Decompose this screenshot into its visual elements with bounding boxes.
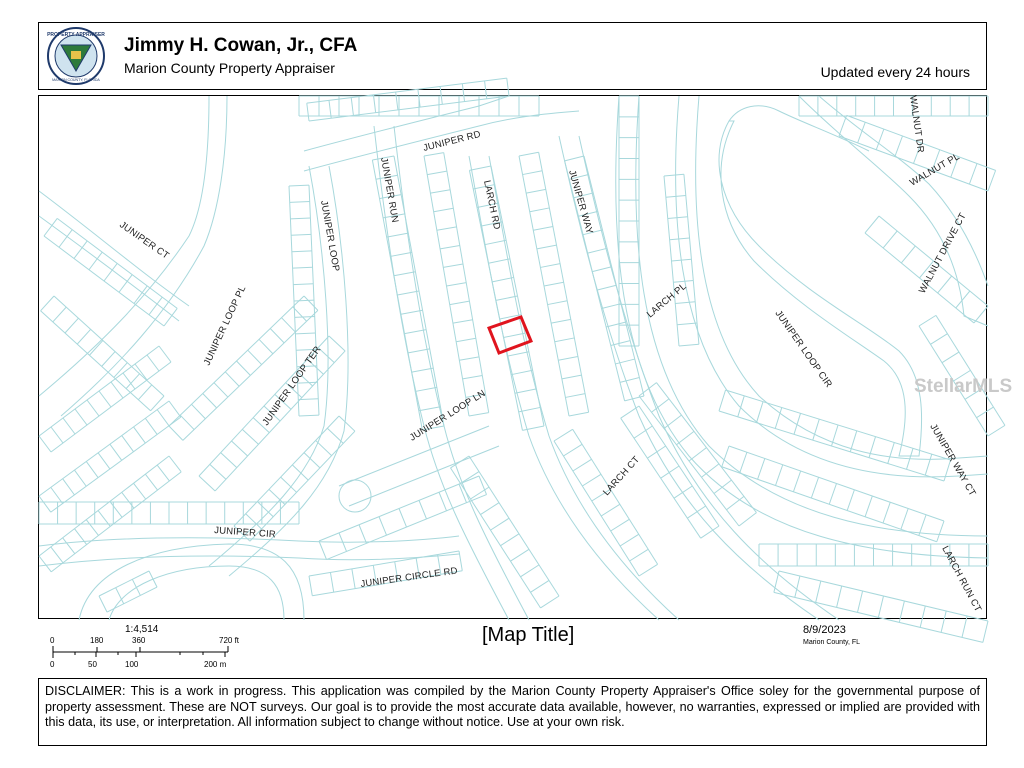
map-county: Marion County, FL	[803, 639, 861, 646]
parcel-line	[291, 234, 311, 235]
parcel-line	[463, 375, 483, 378]
parcel-line	[79, 544, 304, 620]
svg-text:PROPERTY APPRAISER: PROPERTY APPRAISER	[47, 32, 105, 38]
parcel-line	[86, 461, 98, 477]
parcel-line	[419, 407, 441, 411]
parcel-line	[511, 370, 533, 374]
parcel-line	[270, 329, 284, 343]
parcel-line	[394, 272, 416, 276]
parcel-line	[110, 501, 122, 517]
parcel-line	[99, 571, 149, 596]
parcel-line	[526, 189, 546, 193]
parcel-line	[65, 318, 78, 333]
parcel-line	[519, 152, 539, 156]
scale-ft-tick-0: 0	[50, 636, 55, 645]
parcel-line	[349, 446, 499, 506]
parcel-line	[214, 383, 228, 397]
parcel-line	[408, 349, 430, 353]
parcel-line	[620, 378, 639, 383]
parcel-line	[99, 596, 107, 612]
parcel-line	[134, 483, 146, 499]
parcel-line	[758, 459, 765, 480]
parcel-line	[329, 336, 345, 351]
parcel-line	[453, 320, 473, 323]
street-label: WALNUT DRIVE CT	[916, 211, 969, 296]
parcel-line	[673, 280, 693, 282]
street-label: LARCH PL	[644, 280, 689, 321]
property-appraiser-seal-icon	[47, 27, 105, 85]
parcel-line	[149, 571, 157, 587]
parcel-line	[522, 426, 544, 430]
parcel-line	[714, 480, 731, 493]
update-frequency: Updated every 24 hours	[820, 64, 970, 80]
parcel-line	[988, 170, 996, 191]
parcel-line	[565, 156, 584, 161]
parcel-line	[234, 416, 339, 526]
parcel-line	[39, 436, 51, 452]
parcel-line	[687, 506, 705, 518]
parcel-line	[931, 334, 948, 345]
parcel-line	[668, 217, 688, 219]
parcel-line	[110, 444, 122, 460]
parcel-line	[677, 323, 697, 325]
parcel-line	[469, 166, 491, 170]
header	[38, 22, 987, 90]
parcel-line	[974, 306, 988, 323]
parcel-line	[488, 259, 510, 263]
scale-bar-lines	[40, 645, 260, 659]
parcel-line	[74, 470, 86, 486]
parcel-line	[399, 509, 407, 528]
parcel-line	[602, 304, 621, 309]
parcel-line	[469, 456, 559, 596]
parcel-line	[77, 329, 90, 344]
parcel-line	[437, 227, 457, 230]
parcel-line	[899, 601, 904, 622]
parcel-line	[816, 581, 821, 602]
parcel-line	[469, 413, 489, 416]
parcel-line	[248, 350, 262, 364]
street-label: WALNUT DR	[907, 94, 926, 154]
parcel-line	[99, 391, 111, 407]
parcel-line	[878, 596, 883, 617]
parcel-line	[107, 587, 157, 612]
parcel-line	[87, 400, 99, 416]
parcel-line	[988, 425, 1005, 436]
parcel-line	[138, 385, 151, 400]
parcel-line	[289, 185, 309, 186]
parcel-line	[89, 340, 102, 355]
parcel-line	[39, 401, 169, 496]
parcel-line	[520, 565, 539, 577]
parcel-line	[169, 426, 183, 440]
parcel-line	[719, 390, 726, 411]
scale-m-tick-200: 200 m	[204, 660, 227, 669]
street-label: LARCH RUN CT	[939, 544, 984, 614]
parcel-line	[592, 267, 611, 272]
parcel-line	[559, 136, 819, 620]
parcel-line	[630, 549, 649, 561]
parcel-line	[857, 591, 862, 612]
parcel-line	[634, 426, 652, 438]
parcel-line	[563, 444, 582, 456]
parcel-line	[664, 415, 681, 428]
parcel-line	[530, 580, 549, 592]
parcel-line	[573, 429, 658, 564]
parcel-line	[492, 277, 514, 281]
parcel-line	[795, 576, 800, 597]
parcel-line	[925, 454, 932, 475]
parcel-line	[53, 307, 66, 322]
parcel-line	[837, 586, 842, 607]
parcel-line	[459, 551, 462, 571]
parcel-line	[839, 115, 847, 136]
parcel-line	[327, 428, 343, 443]
parcel-line	[865, 496, 872, 517]
scale-m-tick-0: 0	[50, 660, 55, 669]
street-label: JUNIPER LOOP TER	[260, 344, 324, 428]
svg-text:MARION COUNTY, FLORIDA: MARION COUNTY, FLORIDA	[52, 78, 100, 82]
parcel-line	[490, 518, 509, 530]
parcel-line	[86, 520, 98, 536]
parcel-line	[41, 311, 151, 411]
parcel-line	[696, 96, 988, 459]
parcel-line	[888, 442, 895, 463]
scale-m-tick-50: 50	[88, 660, 97, 669]
parcel-line	[480, 503, 499, 515]
parcel-line	[192, 404, 206, 418]
parcel-line	[661, 466, 679, 478]
parcel-line	[540, 596, 559, 608]
parcel-line	[530, 208, 550, 212]
parcel-line	[565, 394, 585, 398]
parcel-line	[63, 418, 75, 434]
parcel-line	[379, 517, 387, 536]
parcel-line	[865, 216, 879, 233]
parcel-line	[39, 556, 51, 572]
parcel-line	[647, 446, 665, 458]
parcel-line	[793, 471, 800, 492]
parcel-line	[63, 479, 75, 495]
parcel-line	[295, 333, 315, 334]
parcel-line	[727, 496, 744, 509]
parcel-line	[427, 171, 447, 174]
parcel-line	[757, 402, 764, 423]
parcel-line	[776, 465, 783, 486]
parcel-line	[109, 566, 284, 620]
parcel-line	[180, 415, 194, 429]
parcel-line	[412, 368, 434, 372]
parcel-line	[901, 509, 908, 530]
parcel-line	[135, 364, 147, 380]
parcel-line	[895, 136, 903, 157]
parcel-line	[290, 218, 310, 219]
lake-outline	[719, 121, 922, 456]
parcel-line	[299, 415, 319, 416]
parcel-line	[159, 346, 171, 362]
parcel-line	[39, 96, 209, 396]
parcel-line	[620, 534, 639, 546]
parcel-line	[359, 525, 367, 544]
parcel-line	[555, 338, 575, 342]
parcel-line	[533, 227, 553, 231]
scale-ft-tick-180: 180	[90, 636, 104, 645]
street-label: JUNIPER LOOP LN	[407, 387, 488, 444]
parcel-line	[39, 554, 459, 566]
parcel-line	[75, 409, 87, 425]
parcel-map[interactable]	[38, 94, 1013, 619]
map-date: 8/9/2023	[803, 624, 846, 636]
cul-de-sac	[339, 480, 371, 512]
parcel-line	[562, 375, 582, 379]
parcel-line	[500, 534, 519, 546]
street-label: JUNIPER LOOP	[318, 199, 342, 273]
parcel-line	[169, 456, 181, 472]
parcel-line	[330, 572, 333, 592]
parcel-line	[122, 436, 134, 452]
parcel-line	[293, 284, 313, 285]
street-label: JUNIPER RUN	[378, 156, 401, 224]
parcel-line	[282, 318, 296, 332]
street-label: WALNUT PL	[908, 151, 962, 189]
parcel-line	[157, 410, 169, 426]
subject-parcel-highlight[interactable]	[489, 317, 531, 353]
parcel-line	[134, 427, 146, 443]
parcel-line	[701, 526, 719, 538]
parcel-line	[582, 474, 601, 486]
scale-ft-tick-360: 360	[132, 636, 146, 645]
parcel-line	[51, 417, 181, 512]
parcel-line	[573, 459, 592, 471]
parcel-line	[199, 476, 215, 491]
parcel-line	[304, 96, 509, 151]
disclaimer-text: DISCLAIMER: This is a work in progress. This application was compiled by the Marion County Property Appraiser's Office soley for the governmental purpose of property assessment. These are NOT surveys. Our goal is to provide the most accurate data available, however, no warranties, expressed or implied are provided with this data, its use, or interpretation. All information subject to change without notice. Use at your own risk.	[38, 678, 987, 746]
parcel-line	[434, 208, 454, 211]
parcel-line	[316, 440, 332, 455]
stellar-mls-watermark: StellarMLS	[914, 376, 1013, 397]
parcel-line	[569, 412, 589, 416]
parcel-line	[390, 252, 412, 256]
parcel-line	[969, 163, 977, 184]
map-canvas[interactable]	[39, 94, 1013, 620]
parcel-line	[151, 396, 164, 411]
parcel-line	[485, 240, 507, 244]
parcel-line	[941, 611, 946, 632]
parcel-line	[679, 344, 699, 346]
parcel-line	[242, 429, 258, 444]
parcel-line	[396, 92, 398, 110]
parcel-line	[504, 333, 526, 337]
parcel-line	[537, 245, 557, 249]
parcel-line	[919, 515, 926, 536]
street-label: JUNIPER LOOP CIR	[772, 308, 835, 390]
parcel-line	[829, 484, 836, 505]
parcel-line	[447, 283, 467, 286]
parcel-line	[938, 276, 952, 293]
parcel-line	[507, 352, 529, 356]
parcel-line	[450, 468, 540, 608]
parcel-line	[145, 474, 157, 490]
parcel-line	[901, 246, 915, 263]
street-label: JUNIPER RD	[422, 128, 482, 154]
parcel-line	[920, 606, 925, 627]
parcel-line	[319, 541, 327, 560]
parcel-line	[147, 355, 159, 371]
parcel-line	[98, 453, 110, 469]
street-label: JUNIPER CIR	[213, 525, 277, 541]
parcel-line	[419, 500, 427, 519]
parcel-line	[883, 502, 890, 523]
parcel-line	[102, 352, 115, 367]
parcel-line	[670, 238, 690, 240]
parcel-line	[132, 579, 140, 595]
parcel-line	[456, 338, 476, 341]
parcel-line	[606, 322, 625, 327]
parcel-line	[292, 465, 308, 480]
parcel-line	[63, 538, 75, 554]
parcel-line	[51, 427, 63, 443]
street-label: JUNIPER LOOP PL	[201, 283, 249, 368]
parcel-line	[294, 300, 314, 301]
parcel-line	[51, 487, 63, 503]
parcel-line	[510, 549, 529, 561]
parcel-line	[740, 452, 747, 473]
scale-ratio: 1:4,514	[125, 624, 159, 635]
parcel-line	[225, 372, 239, 386]
scale-m-tick-100: 100	[125, 660, 139, 669]
parcel-line	[397, 291, 419, 295]
parcel-line	[157, 465, 169, 481]
parcel-line	[601, 504, 620, 516]
parcel-line	[548, 301, 568, 305]
parcel-line	[61, 96, 227, 416]
parcel-line	[847, 490, 854, 511]
parcel-line	[540, 264, 560, 268]
parcel-line	[203, 394, 217, 408]
parcel-line	[919, 315, 936, 326]
parcel-line	[352, 569, 355, 589]
parcel-line	[41, 296, 54, 311]
parcel-line	[674, 486, 692, 498]
parcel-line	[496, 296, 518, 300]
parcel-line	[977, 407, 994, 418]
street-label: JUNIPER WAY CT	[927, 422, 978, 499]
parcel-line	[232, 441, 248, 456]
parcel-line	[558, 357, 578, 361]
parcel-line	[221, 453, 237, 468]
parcel-line	[937, 521, 944, 542]
parcel-line	[664, 174, 684, 176]
parcel-line	[339, 416, 355, 431]
parcel-line	[450, 301, 470, 304]
parcel-line	[615, 359, 634, 364]
street-label: JUNIPER CIRCLE RD	[359, 565, 459, 590]
page-subtitle: Marion County Property Appraiser	[124, 60, 335, 76]
parcel-line	[544, 282, 564, 286]
street-label: JUNIPER CT	[117, 219, 172, 262]
street-label: JUNIPER WAY	[566, 168, 595, 236]
parcel-line	[611, 519, 630, 531]
parcel-line	[883, 231, 897, 248]
parcel-line	[309, 576, 312, 596]
parcel-line	[415, 387, 437, 391]
parcel-line	[169, 401, 181, 417]
parcel-line	[479, 476, 487, 495]
parcel-line	[588, 248, 607, 253]
parcel-line	[387, 233, 409, 237]
parcel-line	[210, 464, 226, 479]
scale-ft-tick-720: 720 ft	[219, 636, 240, 645]
map-title: [Map Title]	[482, 624, 575, 646]
parcel-line	[307, 103, 309, 121]
parcel-line	[579, 136, 839, 620]
parcel-line	[51, 547, 63, 563]
parcel-line	[523, 171, 543, 175]
parcel-line	[351, 98, 353, 116]
parcel-line	[942, 352, 959, 363]
parcel-line	[675, 302, 695, 304]
parcel-line	[292, 251, 312, 252]
parcel-line	[813, 419, 820, 440]
parcel-line	[304, 296, 318, 310]
parcel-line	[962, 616, 967, 637]
parcel-line	[39, 496, 51, 512]
parcel-line	[983, 621, 988, 642]
parcel-line	[401, 310, 423, 314]
page-title: Jimmy H. Cowan, Jr., CFA	[124, 35, 358, 56]
parcel-line	[443, 264, 463, 267]
parcel-line	[405, 330, 427, 334]
parcel-line	[621, 406, 639, 418]
street-label: LARCH CT	[601, 454, 643, 499]
parcel-line	[259, 339, 273, 353]
parcel-line	[54, 296, 164, 396]
parcel-line	[459, 357, 479, 360]
street-label: LARCH RD	[481, 179, 503, 231]
parcel-line	[799, 96, 988, 326]
parcel-line	[439, 492, 447, 511]
parcel-line	[373, 95, 375, 113]
parcel-line	[430, 190, 450, 193]
parcel-line	[739, 513, 756, 526]
parcel-line	[39, 216, 179, 321]
scale-bar	[40, 623, 260, 671]
parcel-line	[290, 202, 310, 203]
parcel-line	[515, 389, 537, 393]
parcel-line	[551, 319, 571, 323]
parcel-line	[702, 464, 719, 477]
parcel-line	[597, 285, 616, 290]
parcel-line	[145, 418, 157, 434]
parcel-line	[639, 564, 658, 576]
parcel-line	[293, 267, 313, 268]
parcel-line	[811, 477, 818, 498]
parcel-line	[237, 361, 251, 375]
parcel-line	[440, 245, 460, 248]
parcel-line	[554, 429, 573, 441]
